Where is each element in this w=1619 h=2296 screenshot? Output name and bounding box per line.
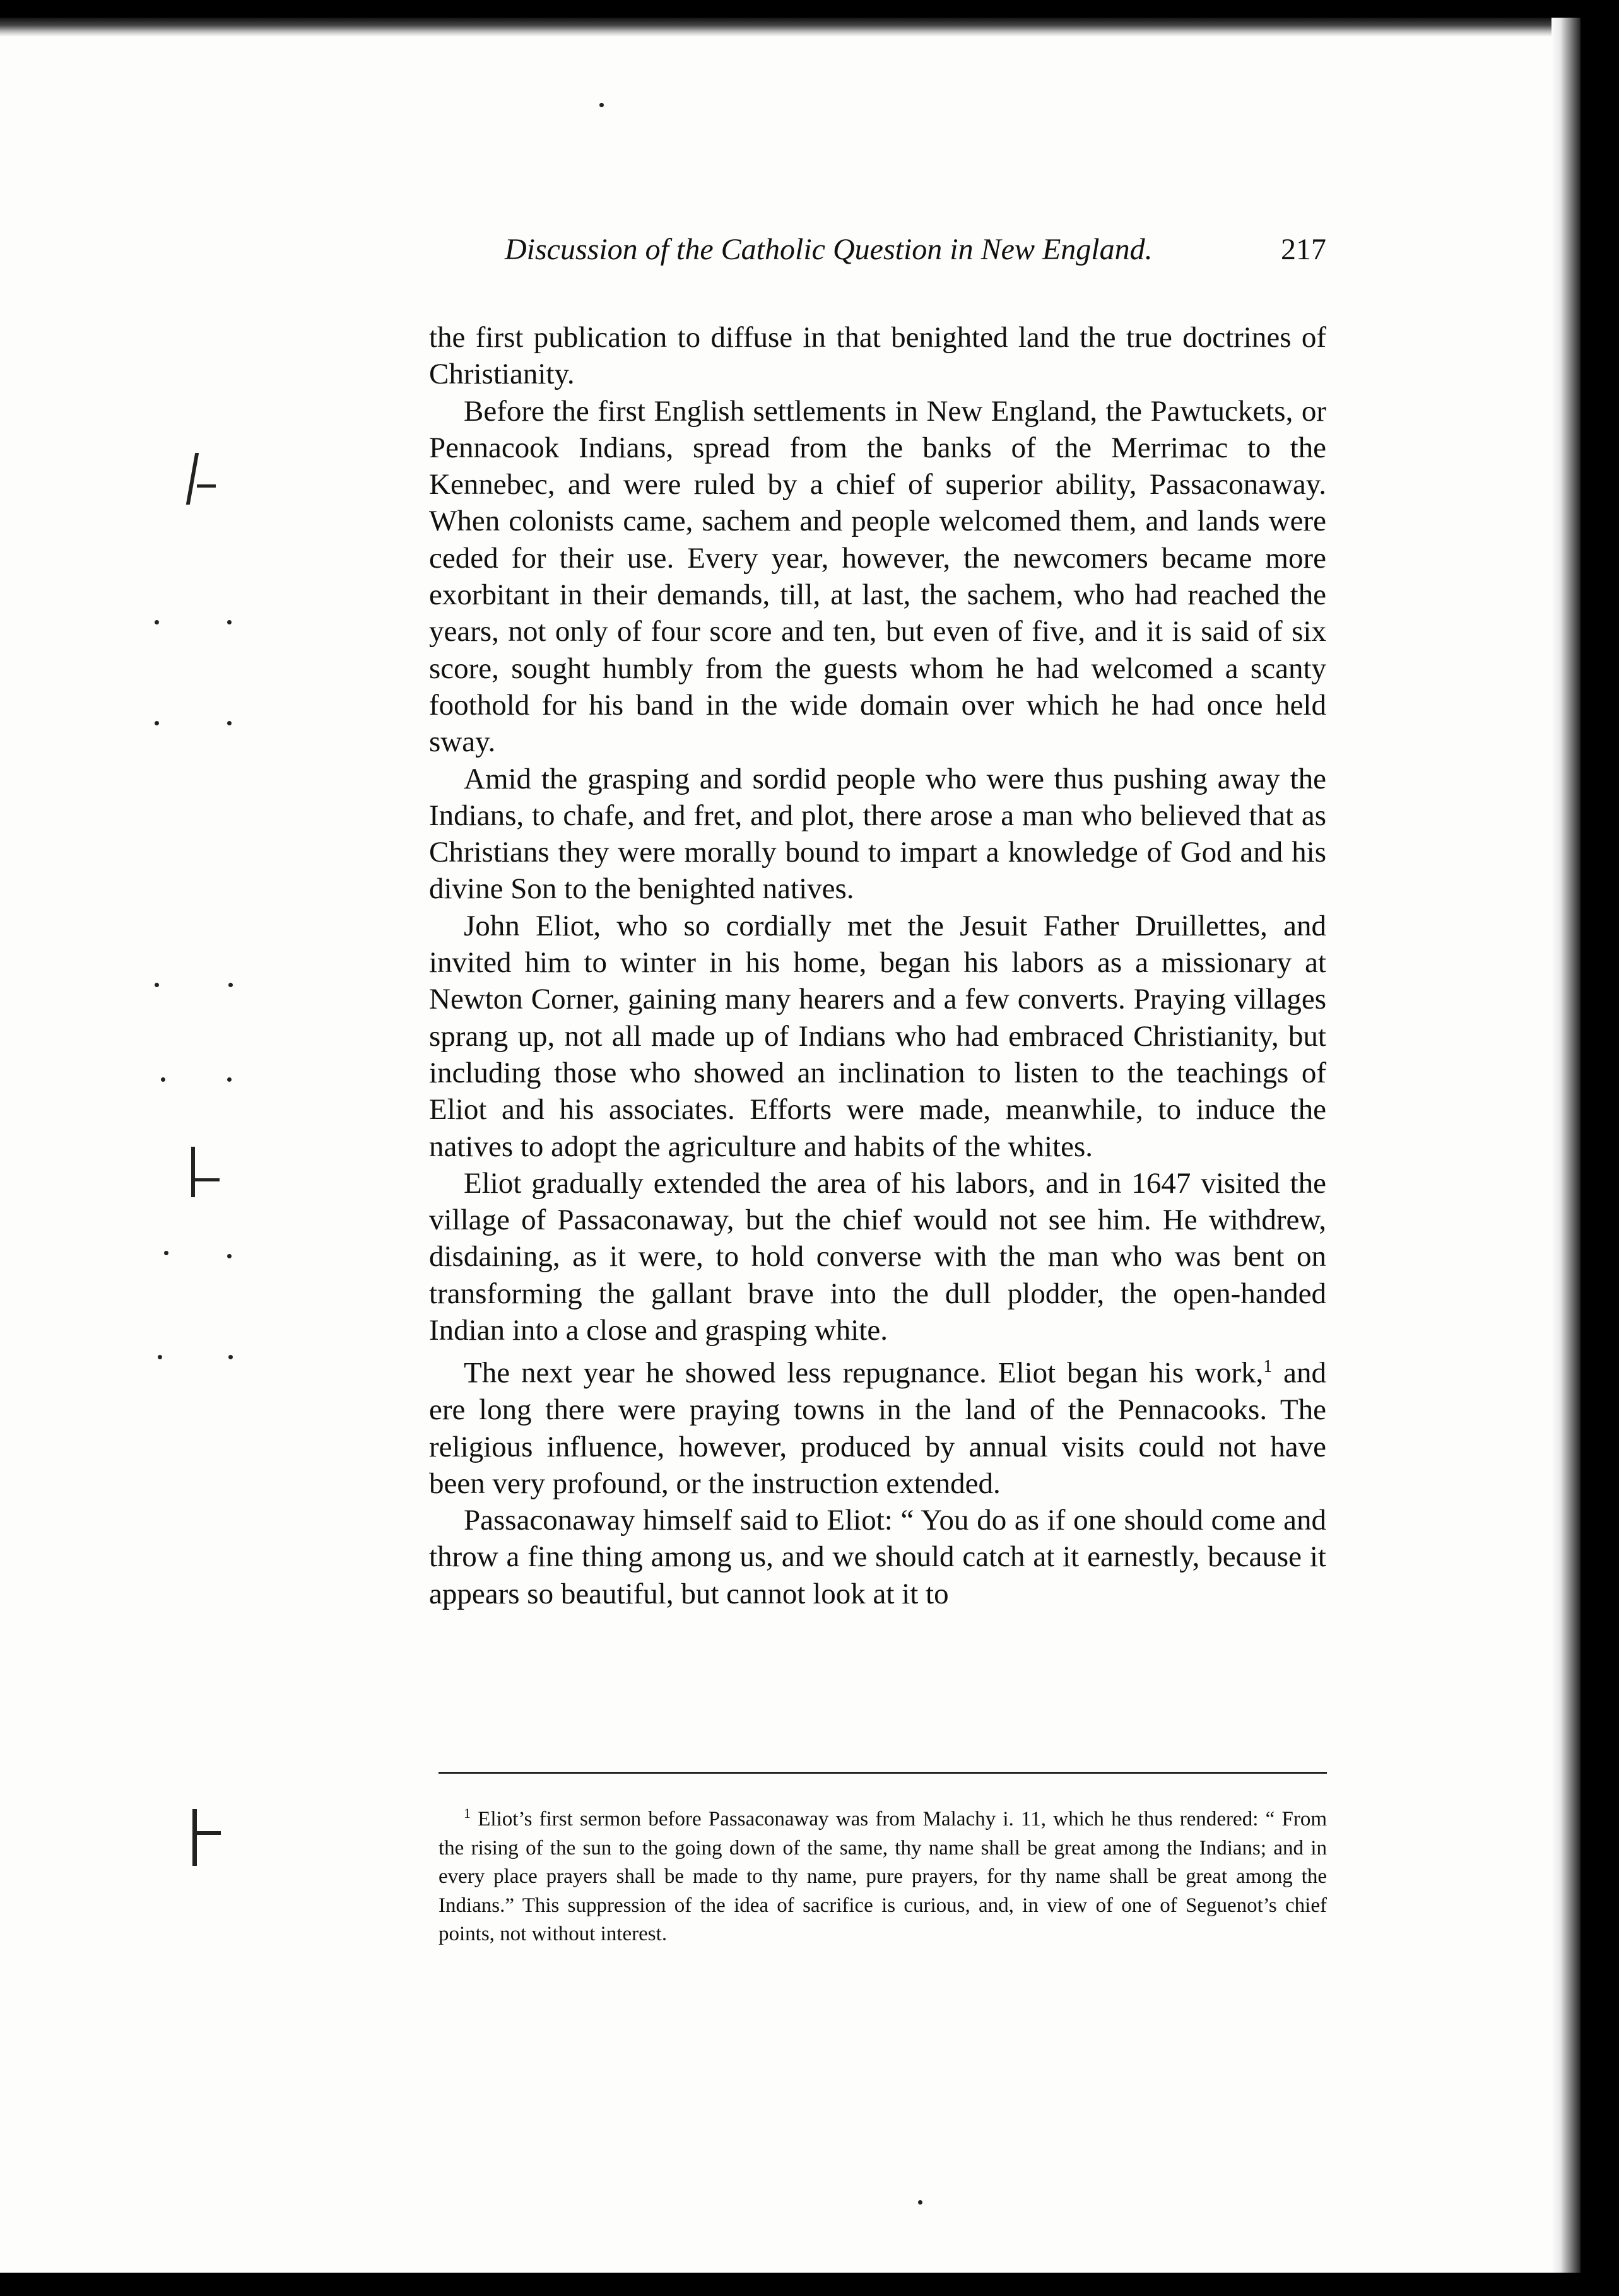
footnote-rule [439, 1772, 1327, 1774]
scan-speck [228, 983, 233, 987]
paragraph-text: The next year he showed less repugnance. Eliot began his work, [464, 1356, 1264, 1390]
running-header [505, 232, 1326, 267]
paragraph-text: and ere long there were praying towns in the land of the Pennacooks. The religious influence, however, produced by annual visits could not have been very profound, or the instruction extended. [429, 1356, 1326, 1500]
scan-mark [192, 1831, 221, 1835]
scan-speck [161, 1077, 165, 1082]
scan-speck [164, 1251, 168, 1255]
book-page [0, 18, 1581, 2273]
scan-mark [197, 484, 216, 488]
paragraph: Passaconaway himself said to Eliot: “ You do as if one should come and throw a fine thing among us, and we should catch at it earnestly, because it appears so beautiful, but cannot look at it to [429, 1504, 1326, 1610]
scan-speck [228, 1355, 233, 1359]
scan-speck [227, 1254, 232, 1258]
scan-mark [192, 1809, 197, 1866]
scan-speck [227, 1077, 232, 1082]
scan-speck [227, 620, 232, 624]
footnote-marker: 1 [464, 1805, 471, 1821]
scan-mark [191, 1178, 220, 1181]
paragraph [429, 1349, 1326, 1502]
footnote-text: Eliot’s first sermon before Passaconaway was from Malachy i. 11, which he thus rendered: “ From the rising of the sun to the going down of the same, thy name shall be great among the Indians; and in every place prayers shall be made to thy name, pure prayers, for thy name shall be great among the Indians.” This suppression of the idea of sacrifice is curious, and, in view of one of Seguenot’s chief points, not without interest. [439, 1808, 1327, 1945]
paragraph: the first publication to diffuse in that benighted land the true doctrines of Christianity. [429, 321, 1326, 391]
paragraph: Eliot gradually extended the area of his labors, and in 1647 visited the village of Passaconaway, but the chief would not see him. He withdrew, disdaining, as it were, to hold converse with the man who was bent on transforming the gallant brave into the dull plodder, the open-handed Indian into a close and grasping white. [429, 1166, 1326, 1347]
page-number: 217 [1281, 233, 1326, 266]
scan-mark [191, 1147, 195, 1197]
scan-speck [155, 620, 159, 624]
paragraph: Amid the grasping and sordid people who were thus pushing away the Indians, to chafe, and fret, and plot, there arose a man who believed that as Christians they were morally bound to impart a knowledge of God and his divine Son to the benighted natives. [429, 762, 1326, 906]
scan-mark [186, 453, 199, 505]
scan-speck [599, 103, 604, 107]
page-top-edge-shadow [0, 18, 1581, 37]
footnote-reference: 1 [1263, 1357, 1273, 1377]
scan-speck [227, 721, 232, 725]
scan-speck [918, 2200, 922, 2205]
scan-speck [158, 1355, 162, 1359]
paragraph: John Eliot, who so cordially met the Jesuit Father Druillettes, and invited him to winter in his home, began his labors as a missionary at Newton Corner, gaining many hearers and a few converts. Praying villages sprang up, not all made up of Indians who had embraced Christianity, but including those who showed an inclination to listen to the teachings of Eliot and his associates. Efforts were made, meanwhile, to induce the natives to adopt the agriculture and habits of the whites. [429, 909, 1326, 1163]
body-text [429, 319, 1326, 1612]
running-title: Discussion of the Catholic Question in New England. [505, 233, 1153, 266]
scan-speck [155, 721, 159, 725]
scan-speck [155, 983, 159, 987]
page-right-edge-shadow [1551, 18, 1581, 2273]
footnote [439, 1799, 1327, 1949]
paragraph: Before the first English settlements in New England, the Pawtuckets, or Pennacook Indians, spread from the banks of the Merrimac to the Kennebec, and were ruled by a chief of superior ability, Passaconaway. When colonists came, sachem and people welcomed them, and lands were ceded for their use. Every year, however, the newcomers became more exorbitant in their demands, till, at last, the sachem, who had reached the years, not only of four score and ten, but even of five, and it is said of six score, sought humbly from the guests whom he had welcomed a scanty foothold for his band in the wide domain over which he had once held sway. [429, 394, 1326, 759]
